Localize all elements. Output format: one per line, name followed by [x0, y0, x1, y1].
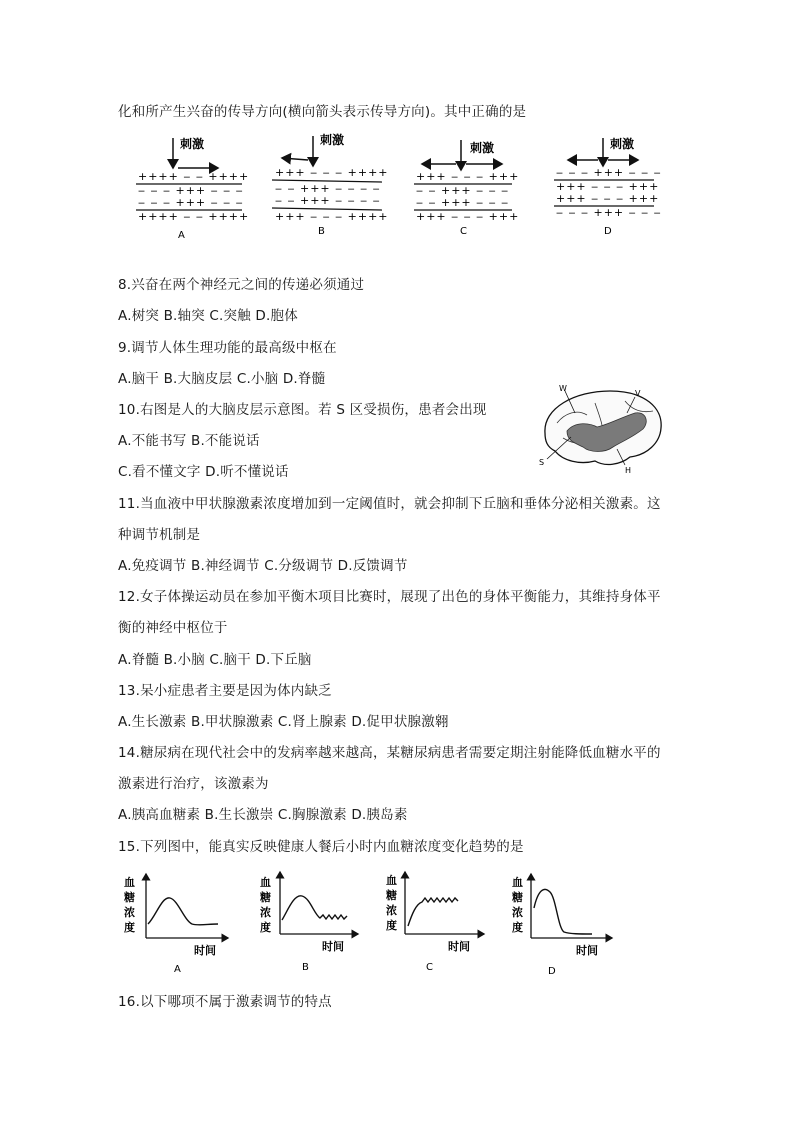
svg-text:‒ ‒ +++ ‒ ‒ ‒ ‒: ‒ ‒ +++ ‒ ‒ ‒ ‒ [275, 194, 381, 207]
q11-options: A.免疫调节 B.神经调节 C.分级调节 D.反馈调节 [118, 558, 408, 574]
q16-stem: 16.以下哪项不属于激素调节的特点 [118, 994, 332, 1010]
q7-figure-c [414, 140, 519, 237]
q15-graph-b-label: B [302, 962, 309, 973]
svg-text:时间: 时间 [194, 944, 216, 957]
q12-stem-line1: 12.女子体操运动员在参加平衡木项目比赛时，展现了出色的身体平衡能力，其维持身体平 [118, 589, 661, 605]
brain-label-h: H [625, 466, 632, 473]
svg-text:度: 度 [260, 921, 271, 934]
q13-stem: 13.呆小症患者主要是因为体内缺乏 [118, 683, 332, 699]
brain-label-v: V [635, 389, 641, 398]
q15-curve-a [148, 898, 218, 925]
q15-graph-a [124, 874, 228, 975]
svg-text:‒ ‒ ‒ +++ ‒ ‒ ‒: ‒ ‒ ‒ +++ ‒ ‒ ‒ [138, 196, 244, 209]
q10-stem: 10.右图是人的大脑皮层示意图。若 S 区受损伤，患者会出现 [118, 402, 487, 418]
svg-text:时间: 时间 [322, 940, 344, 953]
q15-stem: 15.下列图中，能真实反映健康人餐后小时内血糖浓度变化趋势的是 [118, 839, 524, 855]
q11-stem-line1: 11.当血液中甲状腺激素浓度增加到一定阈值时，就会抑制下丘脑和垂体分泌相关激素。这 [118, 496, 661, 512]
q7-figure-d-stimulus: 刺激 [610, 137, 635, 151]
svg-text:血: 血 [260, 876, 271, 889]
q15-curve-d [534, 889, 592, 934]
q15-graph-c [386, 872, 484, 973]
svg-text:‒ ‒ ‒ +++ ‒ ‒ ‒: ‒ ‒ ‒ +++ ‒ ‒ ‒ [556, 166, 662, 179]
q8-stem: 8.兴奋在两个神经元之间的传递必须通过 [118, 277, 365, 293]
svg-text:糖: 糖 [386, 889, 397, 902]
svg-text:+++ ‒ ‒ ‒ ++++: +++ ‒ ‒ ‒ ++++ [275, 166, 389, 179]
q14-stem-line2: 激素进行治疗，该激素为 [118, 776, 269, 792]
q15-graph-d [512, 874, 612, 977]
svg-text:++++ ‒ ‒ ++++: ++++ ‒ ‒ ++++ [138, 210, 250, 223]
q10-brain-figure [535, 383, 675, 473]
q13-options: A.生长激素 B.甲状腺激素 C.肾上腺素 D.促甲状腺激翱 [118, 714, 449, 730]
svg-text:时间: 时间 [448, 940, 470, 953]
svg-text:+++ ‒ ‒ ‒ +++: +++ ‒ ‒ ‒ +++ [556, 192, 660, 205]
svg-text:++++ ‒ ‒ ++++: ++++ ‒ ‒ ++++ [138, 170, 250, 183]
svg-text:‒ ‒ +++ ‒ ‒ ‒: ‒ ‒ +++ ‒ ‒ ‒ [416, 196, 510, 209]
svg-text:糖: 糖 [512, 891, 523, 904]
svg-text:糖: 糖 [260, 891, 271, 904]
q7-figure-a [136, 136, 249, 240]
q7-figure-d [554, 136, 662, 237]
svg-text:度: 度 [386, 919, 397, 932]
q15-graph-d-label: D [548, 966, 556, 977]
brain-label-s: S [539, 458, 545, 467]
brain-label-w: W [559, 384, 567, 393]
svg-text:+++ ‒ ‒ ‒ +++: +++ ‒ ‒ ‒ +++ [416, 170, 520, 183]
q15-graph-b [260, 872, 358, 973]
q7-stem: 化和所产生兴奋的传导方向(横向箭头表示传导方向)。其中正确的是 [118, 104, 527, 120]
q7-figure-b [272, 132, 389, 237]
svg-text:+++ ‒ ‒ ‒ +++: +++ ‒ ‒ ‒ +++ [556, 180, 660, 193]
q14-options: A.胰高血糖素 B.生长激崇 C.胸腺激素 D.胰岛素 [118, 807, 408, 823]
svg-text:浓: 浓 [124, 906, 135, 919]
svg-text:‒ ‒ +++ ‒ ‒ ‒: ‒ ‒ +++ ‒ ‒ ‒ [416, 184, 510, 197]
q8-options: A.树突 B.轴突 C.突触 D.胞体 [118, 308, 298, 324]
q7-figure-a-stimulus: 刺激 [180, 137, 205, 151]
q9-stem: 9.调节人体生理功能的最高级中枢在 [118, 340, 337, 356]
q9-options: A.脑干 B.大脑皮层 C.小脑 D.脊髓 [118, 371, 326, 387]
q10-options-ab: A.不能书写 B.不能说话 [118, 433, 260, 449]
q12-stem-line2: 衡的神经中枢位于 [118, 620, 228, 636]
q7-figure-b-stimulus: 刺激 [320, 133, 345, 147]
svg-text:血: 血 [386, 874, 397, 887]
q15-curve-c [408, 898, 458, 926]
svg-text:‒ ‒ +++ ‒ ‒ ‒ ‒: ‒ ‒ +++ ‒ ‒ ‒ ‒ [275, 182, 381, 195]
q7-figure-c-stimulus: 刺激 [470, 141, 495, 155]
q11-stem-line2: 种调节机制是 [118, 527, 201, 543]
svg-text:‒ ‒ ‒ +++ ‒ ‒ ‒: ‒ ‒ ‒ +++ ‒ ‒ ‒ [556, 206, 662, 219]
svg-text:浓: 浓 [260, 906, 271, 919]
q15-graph-a-label: A [174, 964, 181, 975]
q7-figure-a-label: A [178, 230, 185, 240]
q7-figure-d-label: D [604, 226, 612, 237]
svg-text:+++ ‒ ‒ ‒ ++++: +++ ‒ ‒ ‒ ++++ [275, 210, 389, 223]
q7-figure-b-label: B [318, 226, 325, 237]
svg-text:‒ ‒ ‒ +++ ‒ ‒ ‒: ‒ ‒ ‒ +++ ‒ ‒ ‒ [138, 184, 244, 197]
svg-text:浓: 浓 [512, 906, 523, 919]
svg-text:糖: 糖 [124, 891, 135, 904]
q15-graph-c-label: C [426, 962, 433, 973]
q10-options-cd: C.看不懂文字 D.听不懂说话 [118, 464, 289, 480]
q14-stem-line1: 14.糖尿病在现代社会中的发病率越来越高，某糖尿病患者需要定期注射能降低血糖水平的 [118, 745, 661, 761]
q15-graphs [118, 868, 678, 978]
svg-text:血: 血 [124, 876, 135, 889]
svg-text:度: 度 [512, 921, 523, 934]
q7-nerve-figures [120, 130, 680, 240]
svg-text:血: 血 [512, 876, 523, 889]
svg-text:+++ ‒ ‒ ‒ +++: +++ ‒ ‒ ‒ +++ [416, 210, 520, 223]
q15-curve-b [282, 896, 347, 920]
svg-text:时间: 时间 [576, 944, 598, 957]
q12-options: A.脊髓 B.小脑 C.脑干 D.下丘脑 [118, 652, 312, 668]
svg-text:浓: 浓 [386, 904, 397, 917]
q7-figure-c-label: C [460, 226, 467, 237]
svg-text:度: 度 [124, 921, 135, 934]
